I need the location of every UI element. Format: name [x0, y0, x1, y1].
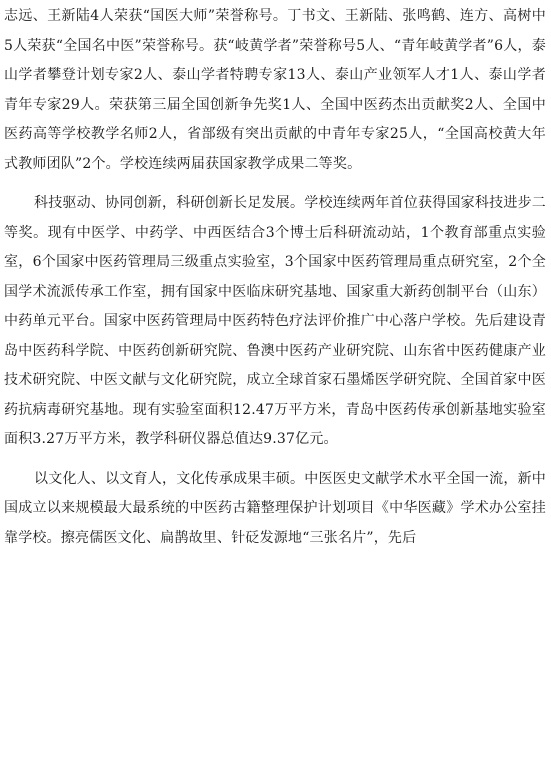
- paragraph-gap: [4, 455, 546, 465]
- paragraph-gap: [4, 179, 546, 189]
- paragraph-culture: 以文化人、以文育人，文化传承成果丰硕。中医医史文献学术水平全国一流，新中国成立以来规模最大最系统的中医药古籍整理保护计划项目《中华医藏》学术办公室挂靠学校。擦亮儒医文化、扁鹊故里、针砭发源地“三张名片”，先后: [4, 470, 546, 546]
- paragraph-awards: 志远、王新陆4人荣获“国医大师”荣誉称号。丁书文、王新陆、张鸣鹤、连方、高树中5人荣获“全国名中医”荣誉称号。获“岐黄学者”荣誉称号5人、“青年岐黄学者”6人，泰山学者攀登计划专家2人、泰山学者特聘专家13人、泰山产业领军人才1人、泰山学者青年专家29人。荣获第三届全国创新争先奖1人、全国中医药杰出贡献奖2人、全国中医药高等学校教学名师2人，省部级有突出贡献的中青年专家25人，“全国高校黄大年式教师团队”2个。学校连续两届获国家教学成果二等奖。: [4, 8, 546, 172]
- document-page: [4, 2, 546, 553]
- paragraph-research: 科技驱动、协同创新，科研创新长足发展。学校连续两年首位获得国家科技进步二等奖。现有中医学、中药学、中西医结合3个博士后科研流动站，1个教育部重点实验室，6个国家中医药管理局三级重点实验室，3个国家中医药管理局重点研究室，2个全国学术流派传承工作室，拥有国家中医临床研究基地、国家重大新药创制平台（山东）中药单元平台。国家中医药管理局中医药特色疗法评价推广中心落户学校。先后建设青岛中医药科学院、中医药创新研究院、鲁澳中医药产业研究院、山东省中医药健康产业技术研究院、中医文献与文化研究院，成立全球首家石墨烯医学研究院、全国首家中医药抗病毒研究基地。现有实验室面积12.47万平方米，青岛中医药传承创新基地实验室面积3.27万平方米，教学科研仪器总值达9.37亿元。: [4, 195, 546, 447]
